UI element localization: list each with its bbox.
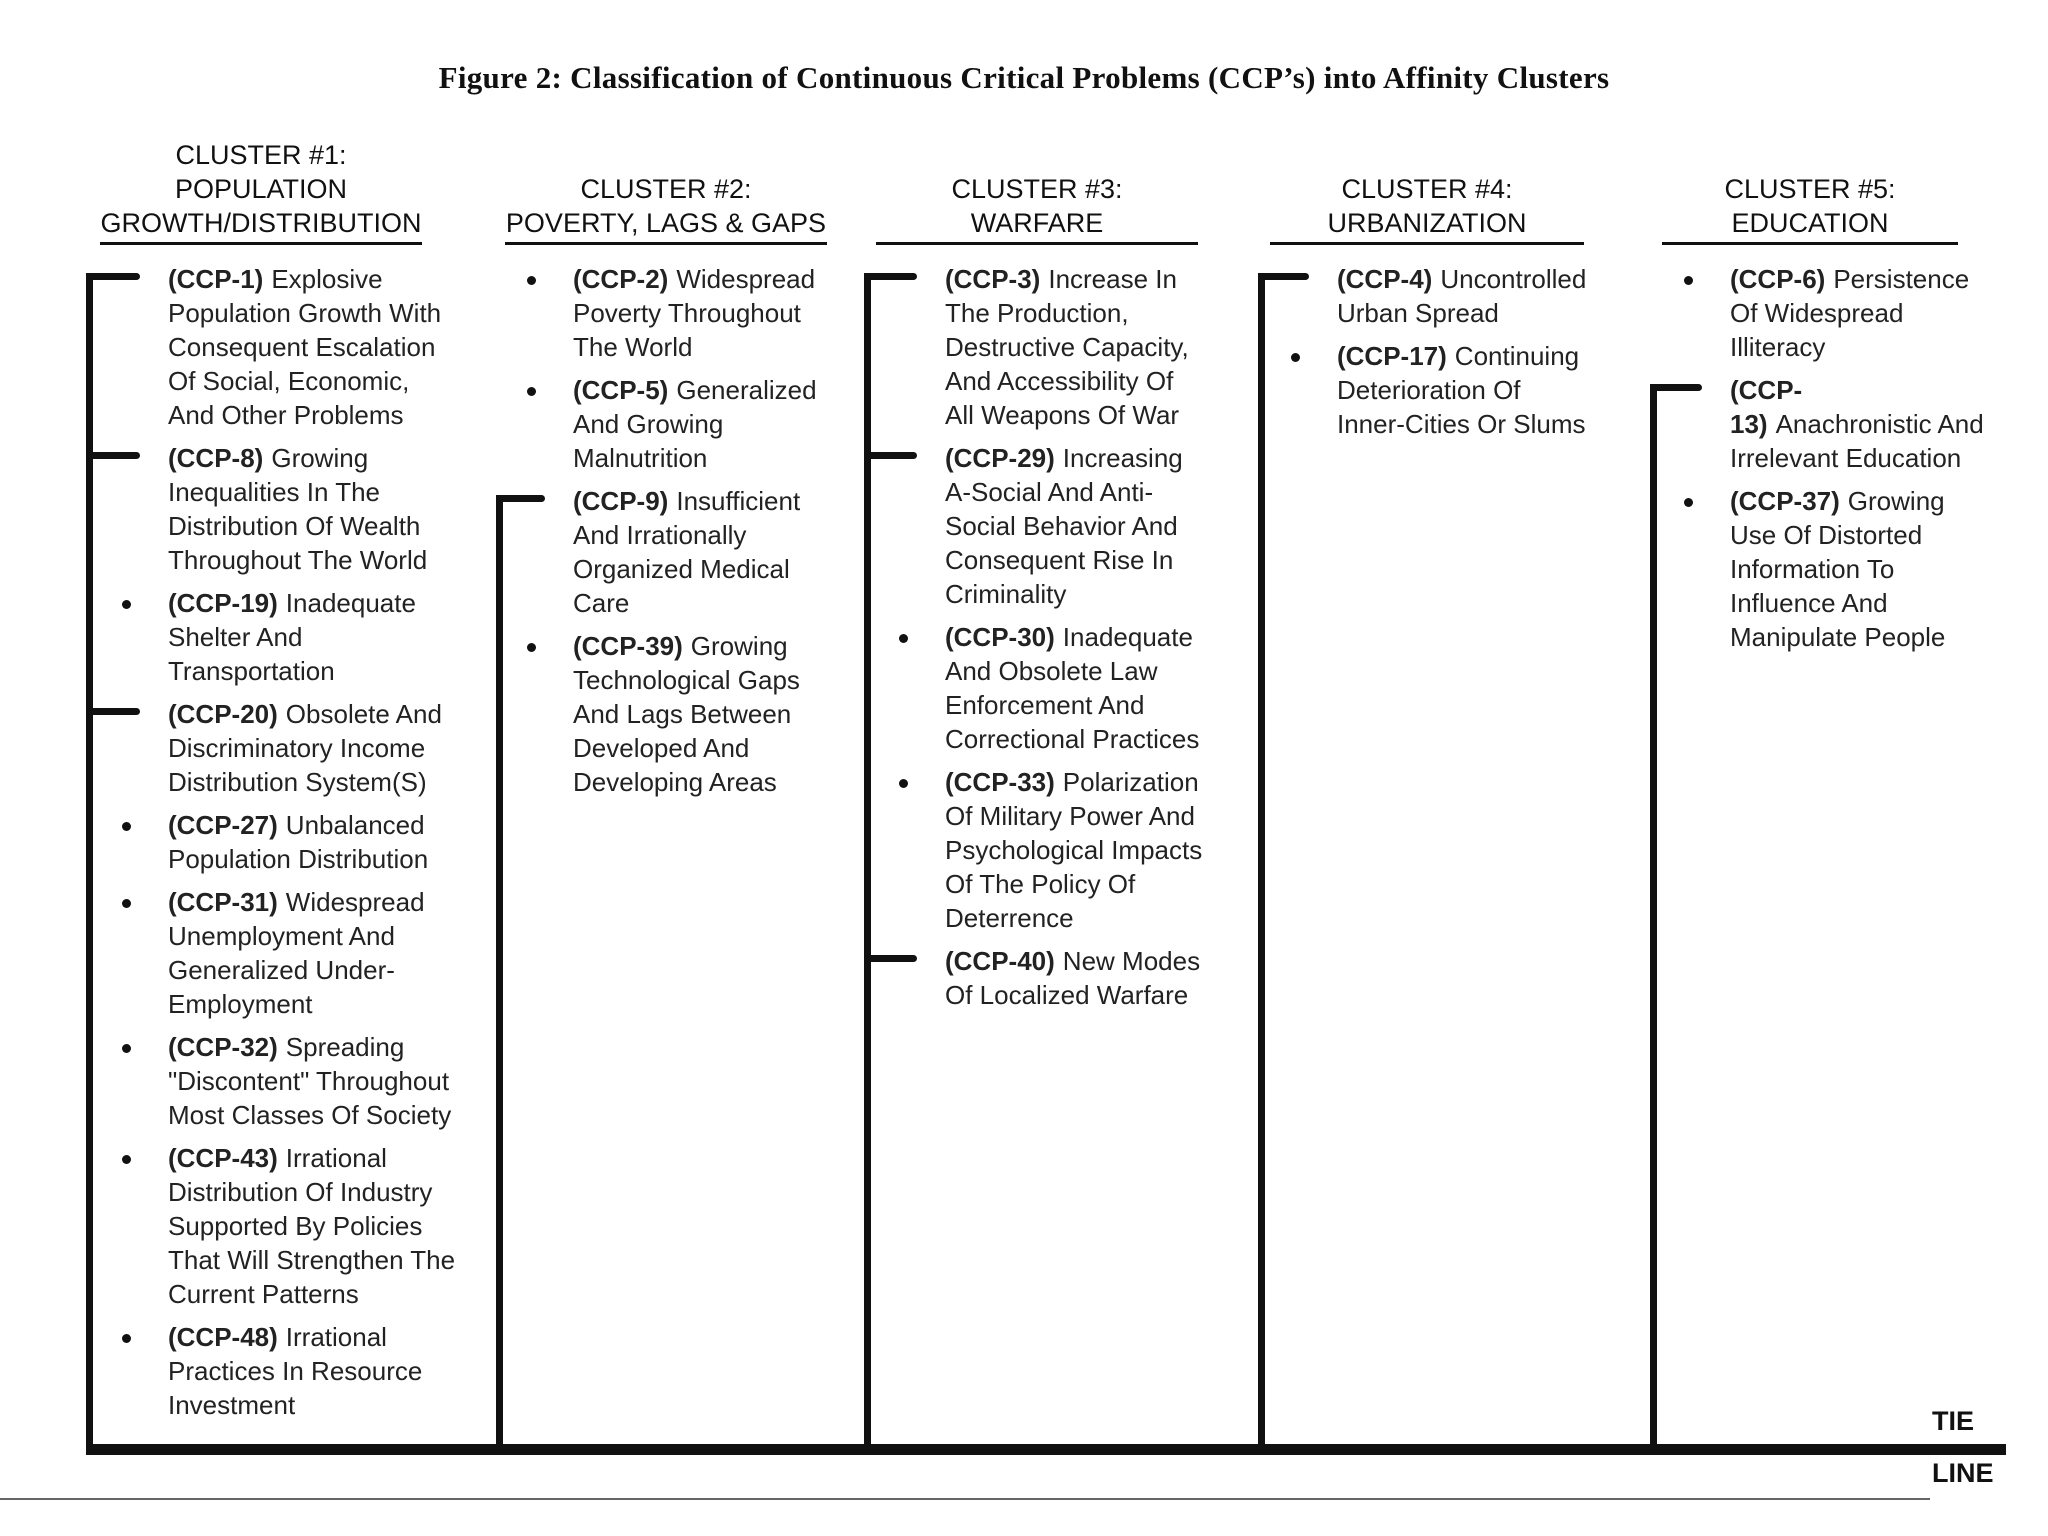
figure-title: Figure 2: Classification of Continuous Critical Problems (CCP’s) into Affinity Clusters [438, 60, 1610, 95]
bracket-connector [86, 708, 140, 715]
ccp-item [168, 1141, 458, 1311]
ccp-item [1730, 262, 1995, 364]
ccp-description: Persistence Of Widespread Illiteracy [1730, 264, 1970, 362]
ccp-item [168, 808, 458, 876]
ccp-description: Polarization Of Military Power And Psychological Impacts Of The Policy Of Deterrence [945, 767, 1203, 933]
cluster-4-item-list [1337, 262, 1587, 450]
ccp-item [945, 944, 1205, 1012]
bullet-icon [122, 1044, 131, 1053]
cluster-5-heading-line: EDUCATION [1731, 208, 1889, 238]
cluster-1-heading-line: CLUSTER #1: [175, 140, 347, 170]
bullet-icon [122, 1334, 131, 1343]
bracket-connector [1650, 384, 1702, 391]
ccp-code: (CCP-8) [168, 443, 264, 473]
ccp-description: Spreading "Discontent" Throughout Most Classes Of Society [168, 1032, 452, 1130]
ccp-item [1337, 262, 1587, 330]
cluster-connector-line [864, 273, 871, 1450]
ccp-item [168, 441, 458, 577]
ccp-code: (CCP-4) [1337, 264, 1433, 294]
bullet-icon [122, 899, 131, 908]
ccp-description: Irrational Practices In Resource Investment [168, 1322, 423, 1420]
cluster-2-heading-line: POVERTY, LAGS & GAPS [505, 208, 827, 238]
cluster-5-heading [1662, 172, 1958, 245]
ccp-item [168, 262, 458, 432]
ccp-description: Continuing Deterioration Of Inner-Cities Or Slums [1337, 341, 1586, 439]
bullet-icon [1684, 498, 1693, 507]
ccp-item [945, 441, 1205, 611]
bullet-icon [899, 634, 908, 643]
ccp-description: Unbalanced Population Distribution [168, 810, 429, 874]
bracket-connector [496, 495, 545, 502]
bracket-connector [86, 273, 140, 280]
ccp-description: Growing Technological Gaps And Lags Between Developed And Developing Areas [573, 631, 800, 797]
ccp-item [1337, 339, 1587, 441]
cluster-5-heading-line: CLUSTER #5: [1724, 174, 1896, 204]
ccp-code: (CCP-5) [573, 375, 669, 405]
bullet-icon [1684, 276, 1693, 285]
ccp-code: (CCP-19) [168, 588, 278, 618]
ccp-description: New Modes Of Localized Warfare [945, 946, 1201, 1010]
ccp-item [573, 484, 823, 620]
ccp-description: Widespread Poverty Throughout The World [573, 264, 816, 362]
ccp-code: (CCP-20) [168, 699, 278, 729]
ccp-item [168, 697, 458, 799]
cluster-3-heading-line: WARFARE [970, 208, 1104, 238]
ccp-item [168, 1320, 458, 1422]
ccp-code: (CCP-39) [573, 631, 683, 661]
ccp-code: (CCP-1) [168, 264, 264, 294]
ccp-item [945, 765, 1205, 935]
bullet-icon [527, 276, 536, 285]
ccp-item [573, 629, 823, 799]
ccp-description: Widespread Unemployment And Generalized Under-Employment [168, 887, 425, 1019]
bullet-icon [122, 1155, 131, 1164]
ccp-description: Explosive Population Growth With Consequent Escalation Of Social, Economic, And Other Problems [168, 264, 442, 430]
bracket-connector [864, 955, 917, 962]
cluster-1-item-list [168, 262, 458, 1431]
bullet-icon [1291, 353, 1300, 362]
ccp-code: (CCP-9) [573, 486, 669, 516]
cluster-4-heading-line: CLUSTER #4: [1341, 174, 1513, 204]
cluster-2-heading [505, 172, 827, 245]
ccp-code: (CCP-32) [168, 1032, 278, 1062]
ccp-item [168, 1030, 458, 1132]
ccp-code: (CCP-31) [168, 887, 278, 917]
cluster-connector-line [496, 495, 503, 1450]
ccp-description: Irrational Distribution Of Industry Supported By Policies That Will Strengthen The Current Patterns [168, 1143, 456, 1309]
line-label: LINE [1932, 1458, 1994, 1488]
cluster-2-heading-line: CLUSTER #2: [580, 174, 752, 204]
cluster-connector-line [86, 273, 93, 1450]
bullet-icon [122, 600, 131, 609]
bracket-connector [1258, 273, 1309, 280]
ccp-item [168, 586, 458, 688]
ccp-item [945, 620, 1205, 756]
ccp-code: (CCP-17) [1337, 341, 1447, 371]
tie-line [86, 1444, 2006, 1455]
cluster-4-heading-line: URBANIZATION [1327, 208, 1527, 238]
ccp-code: (CCP-40) [945, 946, 1055, 976]
ccp-description: Generalized And Growing Malnutrition [573, 375, 817, 473]
bottom-rule [0, 1498, 1930, 1500]
cluster-1-heading [100, 138, 422, 245]
ccp-code: (CCP-6) [1730, 264, 1826, 294]
ccp-item [945, 262, 1205, 432]
bullet-icon [899, 779, 908, 788]
cluster-5-item-list [1730, 262, 1995, 663]
ccp-item [168, 885, 458, 1021]
ccp-description: Uncontrolled Urban Spread [1337, 264, 1587, 328]
bullet-icon [527, 387, 536, 396]
ccp-description: Anachronistic And Irrelevant Education [1730, 409, 1984, 473]
cluster-3-heading-line: CLUSTER #3: [951, 174, 1123, 204]
ccp-code: (CCP-29) [945, 443, 1055, 473]
ccp-description: Inadequate Shelter And Transportation [168, 588, 416, 686]
cluster-3-item-list [945, 262, 1205, 1021]
cluster-connector-line [1650, 384, 1657, 1450]
ccp-code: (CCP-30) [945, 622, 1055, 652]
ccp-code: (CCP-13) [1730, 375, 1803, 439]
ccp-description: Increase In The Production, Destructive Capacity, And Accessibility Of All Weapons Of War [945, 264, 1189, 430]
ccp-code: (CCP-37) [1730, 486, 1840, 516]
ccp-item [1730, 373, 1995, 475]
cluster-1-heading-line: GROWTH/DISTRIBUTION [100, 208, 422, 238]
bracket-connector [864, 273, 917, 280]
ccp-code: (CCP-48) [168, 1322, 278, 1352]
cluster-1-heading-line: POPULATION [174, 174, 348, 204]
ccp-description: Growing Inequalities In The Distribution Of Wealth Throughout The World [168, 443, 428, 575]
cluster-4-heading [1270, 172, 1584, 245]
cluster-3-heading [876, 172, 1198, 245]
ccp-description: Increasing A-Social And Anti-Social Behavior And Consequent Rise In Criminality [945, 443, 1183, 609]
cluster-2-item-list [573, 262, 823, 808]
ccp-item [1730, 484, 1995, 654]
ccp-description: Obsolete And Discriminatory Income Distribution System(S) [168, 699, 442, 797]
ccp-description: Growing Use Of Distorted Information To Influence And Manipulate People [1730, 486, 1946, 652]
ccp-item [573, 373, 823, 475]
ccp-code: (CCP-27) [168, 810, 278, 840]
ccp-description: Inadequate And Obsolete Law Enforcement And Correctional Practices [945, 622, 1200, 754]
ccp-code: (CCP-43) [168, 1143, 278, 1173]
bullet-icon [527, 643, 536, 652]
ccp-code: (CCP-33) [945, 767, 1055, 797]
tie-label: TIE [1932, 1406, 1975, 1436]
ccp-item [573, 262, 823, 364]
ccp-code: (CCP-2) [573, 264, 669, 294]
bullet-icon [122, 822, 131, 831]
cluster-connector-line [1258, 273, 1265, 1450]
ccp-description: Insufficient And Irrationally Organized Medical Care [573, 486, 801, 618]
ccp-code: (CCP-3) [945, 264, 1041, 294]
bracket-connector [86, 452, 140, 459]
bracket-connector [864, 452, 917, 459]
